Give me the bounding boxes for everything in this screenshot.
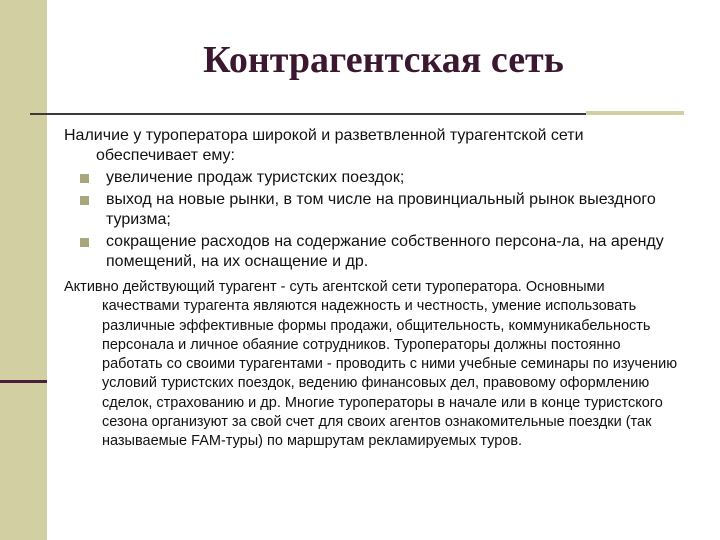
slide-content	[64, 126, 684, 452]
square-bullet-icon	[80, 174, 89, 183]
intro-text: Наличие у туроператора широкой и разветвленной турагентской сети обеспечивает ему:	[64, 127, 584, 164]
bullet-item	[64, 232, 684, 272]
bullet-item	[64, 190, 684, 230]
bullet-list	[64, 168, 684, 272]
bullet-item	[64, 168, 684, 188]
bullet-text: выход на новые рынки, в том числе на провинциальный рынок выездного туризма;	[106, 191, 656, 228]
slide-title: Контрагентская сеть	[203, 39, 564, 81]
square-bullet-icon	[80, 196, 89, 205]
square-bullet-icon	[80, 238, 89, 247]
side-bar-rule	[0, 380, 47, 383]
bullet-text: увеличение продаж туристских поездок;	[106, 169, 405, 186]
side-bar	[0, 0, 47, 540]
body-paragraph: Активно действующий турагент - суть агентской сети туроператора. Основными качествами турагента являются надежность и честность, умение использовать различные эффективные формы продажи, общительность, коммуникабельность персонала и личное обаяние сотрудников. Туроператоры должны постоянно работать со своими турагентами - проводить с ними учебные семинары по изучению условий туристских поездок, ведению финансовых дел, правовому оформлению сделок, страхованию и др. Многие туроператоры в начале или в конце туристского сезона организуют за свой счет для своих агентов ознакомительные поездки (так называемые FAM-туры) по маршрутам рекламируемых туров.	[64, 279, 678, 450]
bullet-text: сокращение расходов на содержание собственного персона-ла, на аренду помещений, на их оснащение и др.	[106, 233, 664, 270]
title-divider-accent	[586, 111, 684, 115]
